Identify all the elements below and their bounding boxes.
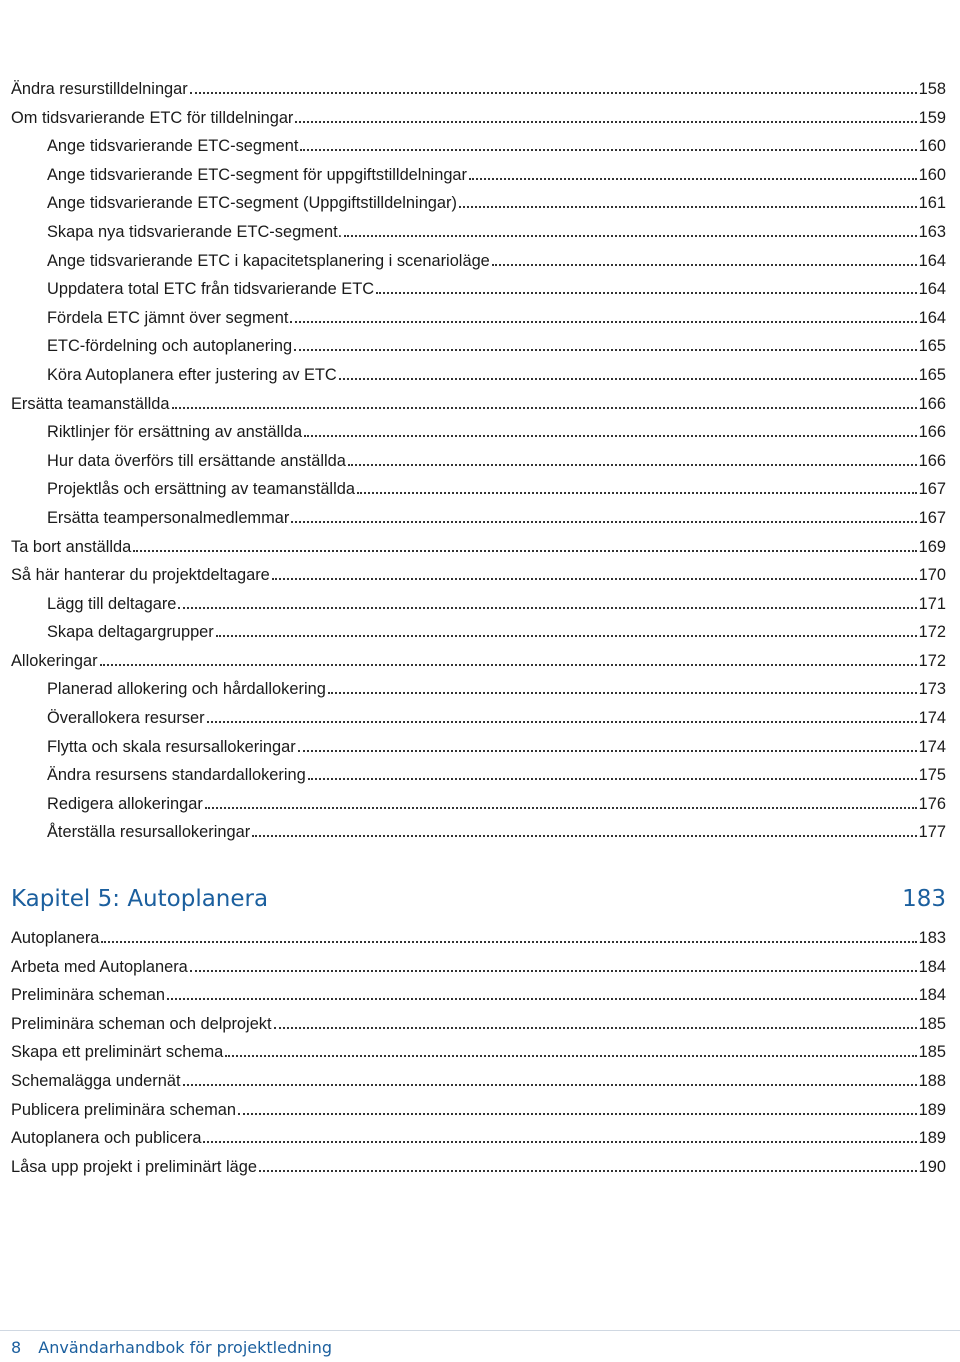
toc-entry-title: Autoplanera <box>11 929 100 947</box>
toc-entry[interactable] <box>11 75 946 104</box>
toc-entry-title: Arbeta med Autoplanera <box>11 957 188 976</box>
toc-entry-title: Ange tidsvarierande ETC i kapacitetsplanering i scenarioläge <box>47 251 490 270</box>
toc-entry[interactable] <box>11 332 946 361</box>
toc-dot-leader <box>294 349 917 351</box>
toc-entry-page: 173 <box>918 680 946 699</box>
toc-entry-page: 176 <box>918 794 946 813</box>
toc-dot-leader <box>216 635 917 637</box>
toc-entry-page: 174 <box>918 709 946 728</box>
toc-dot-leader <box>348 464 917 466</box>
toc-entry[interactable] <box>11 104 946 133</box>
toc-entry[interactable] <box>11 218 946 247</box>
toc-entry[interactable] <box>11 761 946 790</box>
toc-entry-title: Riktlinjer för ersättning av anställda <box>47 423 303 442</box>
toc-entry-title: Fördela ETC jämnt över segment <box>47 308 289 327</box>
toc-dot-leader <box>272 578 917 580</box>
toc-dot-leader <box>225 1055 916 1057</box>
toc-entry-page: 174 <box>918 737 946 756</box>
toc-entry-title: Skapa nya tidsvarierande ETC-segment. <box>47 222 343 241</box>
toc-entry-title: Schemalägga undernät <box>11 1071 181 1090</box>
toc-entry[interactable] <box>11 189 946 218</box>
toc-entry[interactable] <box>11 924 946 953</box>
toc-entry-title: Ta bort anställda <box>11 537 132 556</box>
toc-entry-title: Ersätta teampersonalmedlemmar <box>47 508 290 527</box>
toc-entry-page: 185 <box>918 1014 946 1033</box>
toc-entry-page: 164 <box>918 280 946 299</box>
toc-dot-leader <box>300 149 916 151</box>
toc-entry-title: Ändra resurstilldelningar <box>11 80 188 98</box>
toc-dot-leader <box>298 750 917 752</box>
toc-entry-title: Överallokera resurser <box>47 709 205 728</box>
toc-dot-leader <box>295 121 916 123</box>
toc-entry[interactable] <box>11 1124 946 1153</box>
toc-entry-page: 165 <box>918 337 946 356</box>
toc-entry-page: 184 <box>918 986 946 1005</box>
toc-entry-title: Preliminära scheman och delprojekt <box>11 1014 272 1033</box>
toc-entry-page: 183 <box>918 929 946 947</box>
toc-entry-title: Allokeringar <box>11 651 98 670</box>
toc-entry-title: Skapa deltagargrupper <box>47 623 214 642</box>
toc-entry[interactable] <box>11 733 946 762</box>
toc-entry[interactable] <box>11 561 946 590</box>
toc-entry[interactable] <box>11 418 946 447</box>
toc-entry[interactable] <box>11 161 946 190</box>
toc-entry-page: 166 <box>918 451 946 470</box>
toc-entry[interactable] <box>11 247 946 276</box>
toc-entry-page: 172 <box>918 623 946 642</box>
toc-entry[interactable] <box>11 704 946 733</box>
toc-dot-leader <box>190 970 917 972</box>
toc-entry-title: Ändra resursens standardallokering <box>47 766 306 785</box>
toc-entry-page: 167 <box>918 508 946 527</box>
toc-entry-page: 188 <box>918 1071 946 1090</box>
toc-list-bottom <box>11 924 946 1181</box>
toc-entry-title: Flytta och skala resursallokeringar <box>47 737 296 756</box>
toc-entry[interactable] <box>11 533 946 562</box>
toc-entry-page: 171 <box>918 594 946 613</box>
toc-dot-leader <box>172 407 917 409</box>
toc-entry-page: 190 <box>918 1157 946 1176</box>
toc-entry-title: Publicera preliminära scheman <box>11 1100 237 1119</box>
toc-entry[interactable] <box>11 790 946 819</box>
toc-dot-leader <box>101 941 916 943</box>
toc-dot-leader <box>183 1084 917 1086</box>
toc-entry-title: Skapa ett preliminärt schema <box>11 1043 224 1062</box>
toc-entry-title: Om tidsvarierande ETC för tilldelningar <box>11 108 294 127</box>
toc-entry-title: Projektlås och ersättning av teamanställda <box>47 480 355 499</box>
toc-entry-title: Ange tidsvarierande ETC-segment (Uppgiftstilldelningar) <box>47 194 457 213</box>
toc-entry[interactable] <box>11 504 946 533</box>
toc-dot-leader <box>259 1170 917 1172</box>
toc-dot-leader <box>100 664 917 666</box>
toc-entry-page: 165 <box>918 365 946 384</box>
toc-entry[interactable] <box>11 981 946 1010</box>
toc-entry-page: 169 <box>918 537 946 556</box>
toc-entry[interactable] <box>11 447 946 476</box>
toc-entry-page: 159 <box>918 108 946 127</box>
toc-entry[interactable] <box>11 361 946 390</box>
toc-entry-page: 164 <box>918 308 946 327</box>
toc-entry-title: Preliminära scheman <box>11 986 165 1005</box>
toc-entry-title: Autoplanera och publicera <box>11 1129 202 1148</box>
page-footer <box>11 1336 332 1360</box>
toc-entry[interactable] <box>11 304 946 333</box>
toc-entry-title: Redigera allokeringar <box>47 794 203 813</box>
toc-dot-leader <box>207 721 917 723</box>
toc-dot-leader <box>133 550 916 552</box>
toc-entry-title: Ersätta teamanställda <box>11 394 170 413</box>
toc-entry[interactable] <box>11 275 946 304</box>
toc-entry[interactable] <box>11 1038 946 1067</box>
toc-entry-page: 160 <box>918 137 946 156</box>
toc-entry-title: Lägg till deltagare <box>47 594 177 613</box>
toc-list-top <box>11 75 946 847</box>
toc-dot-leader <box>274 1027 917 1029</box>
toc-dot-leader <box>339 378 917 380</box>
chapter-title: Kapitel 5: Autoplanera <box>11 886 269 912</box>
toc-dot-leader <box>252 835 916 837</box>
footer-book-title: Användarhandbok för projektledning <box>38 1338 332 1357</box>
toc-entry-title: Så här hanterar du projektdeltagare <box>11 566 270 585</box>
toc-entry-page: 189 <box>918 1100 946 1119</box>
toc-entry-title: Låsa upp projekt i preliminärt läge <box>11 1157 257 1176</box>
toc-dot-leader <box>290 321 916 323</box>
toc-dot-leader <box>459 206 917 208</box>
toc-entry-page: 177 <box>918 823 946 842</box>
toc-entry[interactable] <box>11 475 946 504</box>
toc-entry-page: 166 <box>918 423 946 442</box>
toc-entry-page: 184 <box>918 957 946 976</box>
toc-entry-title: Uppdatera total ETC från tidsvarierande ETC <box>47 280 375 299</box>
chapter-page: 183 <box>902 886 946 912</box>
toc-entry-page: 189 <box>918 1129 946 1148</box>
toc-entry[interactable] <box>11 675 946 704</box>
toc-dot-leader <box>344 235 916 237</box>
toc-entry-title: Ange tidsvarierande ETC-segment för uppgiftstilldelningar <box>47 165 468 184</box>
toc-entry-page: 160 <box>918 165 946 184</box>
toc-entry-page: 170 <box>918 566 946 585</box>
toc-dot-leader <box>304 435 917 437</box>
toc-dot-leader <box>205 807 917 809</box>
toc-dot-leader <box>376 292 917 294</box>
toc-entry[interactable] <box>11 590 946 619</box>
chapter-heading[interactable] <box>11 879 946 919</box>
toc-dot-leader <box>178 607 916 609</box>
toc-entry[interactable] <box>11 953 946 982</box>
toc-entry[interactable] <box>11 818 946 847</box>
toc-entry-title: Hur data överförs till ersättande anställda <box>47 451 346 470</box>
toc-entry-page: 167 <box>918 480 946 499</box>
footer-page-number: 8 <box>11 1338 22 1357</box>
toc-entry-page: 161 <box>918 194 946 213</box>
toc-entry-title: Ange tidsvarierande ETC-segment <box>47 137 299 156</box>
toc-entry-title: Planerad allokering och hårdallokering <box>47 680 326 699</box>
footer-divider <box>0 1330 960 1331</box>
toc-dot-leader <box>238 1113 917 1115</box>
toc-dot-leader <box>291 521 916 523</box>
toc-dot-leader <box>308 778 917 780</box>
toc-entry-title: Återställa resursallokeringar <box>47 823 251 842</box>
toc-entry[interactable] <box>11 390 946 419</box>
toc-entry[interactable] <box>11 1153 946 1182</box>
toc-entry-page: 175 <box>918 766 946 785</box>
toc-entry[interactable] <box>11 1067 946 1096</box>
toc-entry-title: Köra Autoplanera efter justering av ETC <box>47 365 337 384</box>
toc-entry[interactable] <box>11 132 946 161</box>
toc-entry[interactable] <box>11 618 946 647</box>
toc-dot-leader <box>203 1141 916 1143</box>
toc-entry[interactable] <box>11 1096 946 1125</box>
toc-dot-leader <box>328 692 917 694</box>
toc-entry-page: 164 <box>918 251 946 270</box>
toc-entry-page: 185 <box>918 1043 946 1062</box>
toc-dot-leader <box>492 264 917 266</box>
toc-entry-page: 163 <box>918 222 946 241</box>
toc-dot-leader <box>190 92 917 94</box>
toc-entry-page: 166 <box>918 394 946 413</box>
toc-entry-page: 172 <box>918 651 946 670</box>
toc-dot-leader <box>469 178 917 180</box>
toc-dot-leader <box>357 492 917 494</box>
toc-entry-page: 158 <box>918 80 946 98</box>
toc-entry[interactable] <box>11 647 946 676</box>
toc-dot-leader <box>167 998 917 1000</box>
toc-entry[interactable] <box>11 1010 946 1039</box>
toc-entry-title: ETC-fördelning och autoplanering <box>47 337 293 356</box>
